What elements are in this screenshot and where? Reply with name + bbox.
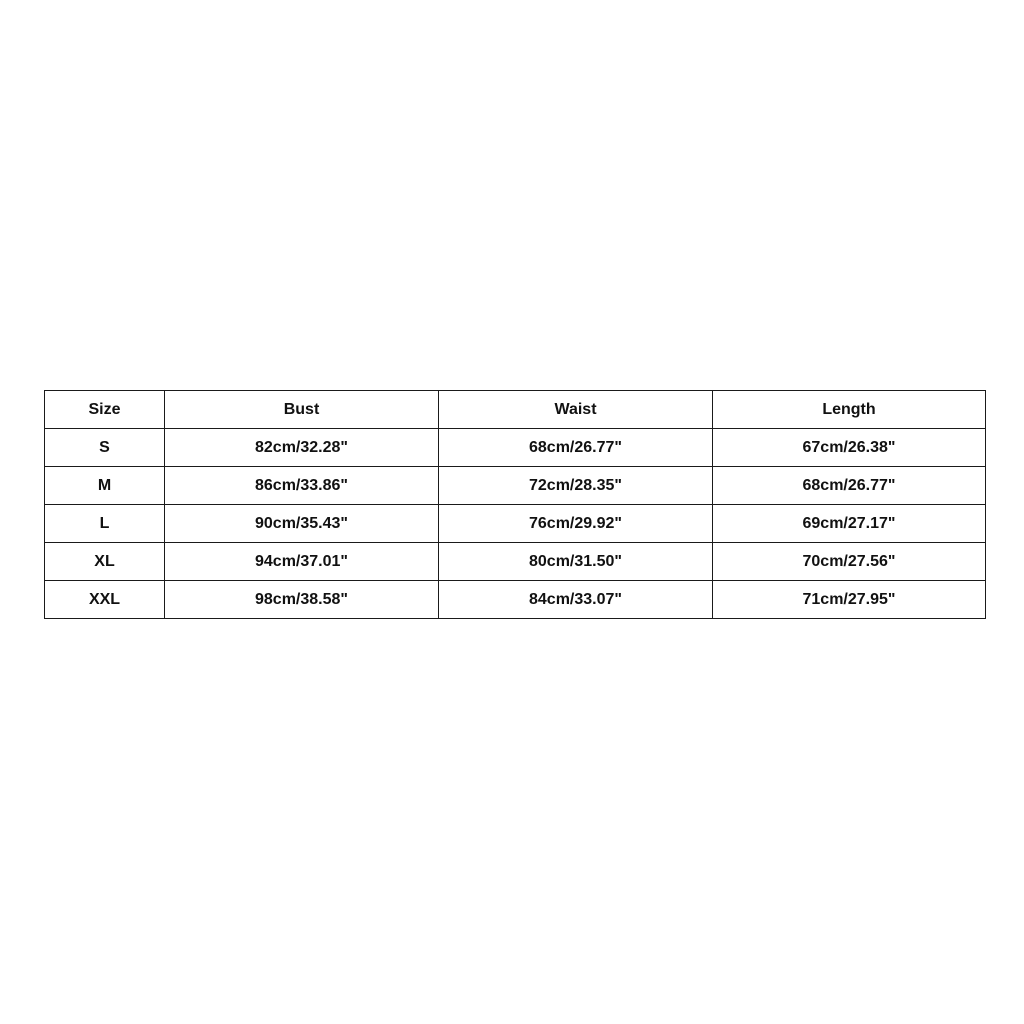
cell-bust: 86cm/33.86" bbox=[165, 467, 439, 505]
cell-length: 70cm/27.56" bbox=[713, 543, 986, 581]
cell-size: XXL bbox=[45, 581, 165, 619]
header-bust: Bust bbox=[165, 391, 439, 429]
header-size: Size bbox=[45, 391, 165, 429]
cell-length: 68cm/26.77" bbox=[713, 467, 986, 505]
cell-waist: 68cm/26.77" bbox=[439, 429, 713, 467]
cell-size: M bbox=[45, 467, 165, 505]
cell-length: 71cm/27.95" bbox=[713, 581, 986, 619]
cell-bust: 98cm/38.58" bbox=[165, 581, 439, 619]
size-chart-table bbox=[44, 390, 986, 619]
table-row bbox=[45, 467, 986, 505]
table-row bbox=[45, 429, 986, 467]
cell-length: 69cm/27.17" bbox=[713, 505, 986, 543]
cell-bust: 82cm/32.28" bbox=[165, 429, 439, 467]
table-row bbox=[45, 581, 986, 619]
table-header-row bbox=[45, 391, 986, 429]
cell-waist: 84cm/33.07" bbox=[439, 581, 713, 619]
cell-size: XL bbox=[45, 543, 165, 581]
cell-waist: 72cm/28.35" bbox=[439, 467, 713, 505]
cell-size: L bbox=[45, 505, 165, 543]
cell-bust: 90cm/35.43" bbox=[165, 505, 439, 543]
cell-length: 67cm/26.38" bbox=[713, 429, 986, 467]
cell-waist: 80cm/31.50" bbox=[439, 543, 713, 581]
table-row bbox=[45, 543, 986, 581]
cell-waist: 76cm/29.92" bbox=[439, 505, 713, 543]
cell-size: S bbox=[45, 429, 165, 467]
header-length: Length bbox=[713, 391, 986, 429]
table-row bbox=[45, 505, 986, 543]
cell-bust: 94cm/37.01" bbox=[165, 543, 439, 581]
header-waist: Waist bbox=[439, 391, 713, 429]
